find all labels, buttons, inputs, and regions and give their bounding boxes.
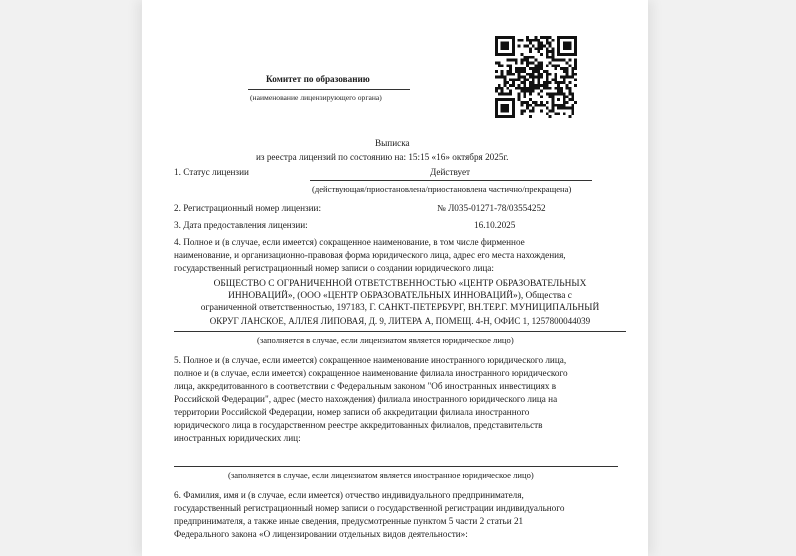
item6-line-4: Федерального закона «О лицензировании отдельных видов деятельности»: [174, 529, 468, 539]
organization-underline [174, 331, 626, 332]
organization-line-2: ИННОВАЦИЙ», (ООО «ЦЕНТР ОБРАЗОВАТЕЛЬНЫХ ИННОВАЦИЙ»), Общества с [228, 291, 572, 302]
item6-line-3: предпринимателя, а также иные сведения, предусмотренные пунктом 5 части 2 статьи 21 [174, 516, 524, 526]
organization-details [175, 278, 625, 327]
qr-code-icon [495, 36, 577, 118]
item5-line-2: полное и (в случае, если имеется) сокращенное наименование филиала иностранного юридического [174, 368, 568, 378]
license-date-label: 3. Дата предоставления лицензии: [174, 220, 308, 230]
item4-line-2: наименование, и организационно-правовая форма юридического лица, адрес его места нахождения, [174, 250, 566, 260]
item6-line-2: государственный регистрационный номер записи о государственной регистрации индивидуального [174, 503, 565, 513]
foreign-entity-underline [174, 466, 618, 467]
status-underline [310, 180, 592, 181]
license-date-value: 16.10.2025 [474, 220, 516, 230]
authority-underline [248, 89, 410, 90]
document-heading: Выписка [375, 138, 410, 148]
item6-line-1: 6. Фамилия, имя и (в случае, если имеется) отчество индивидуального предпринимателя, [174, 490, 524, 500]
document-subheading: из реестра лицензий по состоянию на: 15:15 «16» октября 2025г. [256, 152, 509, 162]
license-status-value: Действует [430, 167, 471, 177]
item5-line-4: Российской Федерации", адрес (место нахождения) филиала иностранного юридического лица на [174, 394, 558, 404]
organization-line-3: ограниченной ответственностью, 197183, Г. САНКТ-ПЕТЕРБУРГ, ВН.ТЕР.Г. МУНИЦИПАЛЬНЫЙ [200, 303, 600, 314]
item5-line-3: лица, аккредитованного в соответствии с Федеральным законом "Об иностранных инвестициях в [174, 381, 557, 391]
item5-line-5: территории Российской Федерации, номер записи об аккредитации филиала иностранного [174, 407, 530, 417]
legal-entity-caption: (заполняется в случае, если лицензиатом является юридическое лицо) [257, 335, 514, 345]
item4-line-3: государственный регистрационный номер записи о создании юридического лица: [174, 263, 494, 273]
registration-number-value: № Л035-01271-78/03554252 [437, 203, 546, 213]
license-status-label: 1. Статус лицензии [174, 167, 249, 177]
item5-line-6: юридического лица в государственном реестре аккредитованных филиалов, представительств [174, 420, 543, 430]
item5-line-1: 5. Полное и (в случае, если имеется) сокращенное наименование иностранного юридического лица, [174, 355, 567, 365]
item4-line-1: 4. Полное и (в случае, если имеется) сокращенное наименование, в том числе фирменное [174, 237, 525, 247]
licensing-authority-caption: (наименование лицензирующего органа) [250, 93, 382, 102]
organization-line-1: ОБЩЕСТВО С ОГРАНИЧЕННОЙ ОТВЕТСТВЕННОСТЬЮ «ЦЕНТР ОБРАЗОВАТЕЛЬНЫХ [213, 279, 587, 289]
licensing-authority-name: Комитет по образованию [266, 74, 370, 84]
organization-line-4: ОКРУГ ЛАНСКОЕ, АЛЛЕЯ ЛИПОВАЯ, Д. 9, ЛИТЕРА А, ПОМЕЩ. 4-Н, ОФИС 1, 1257800044039 [209, 315, 591, 326]
foreign-entity-caption: (заполняется в случае, если лицензиатом является иностранное юридическое лицо) [228, 470, 534, 480]
registration-number-label: 2. Регистрационный номер лицензии: [174, 203, 322, 213]
license-status-caption: (действующая/приостановлена/приостановлена частично/прекращена) [312, 184, 572, 194]
item5-line-7: иностранных юридических лиц: [174, 433, 301, 443]
